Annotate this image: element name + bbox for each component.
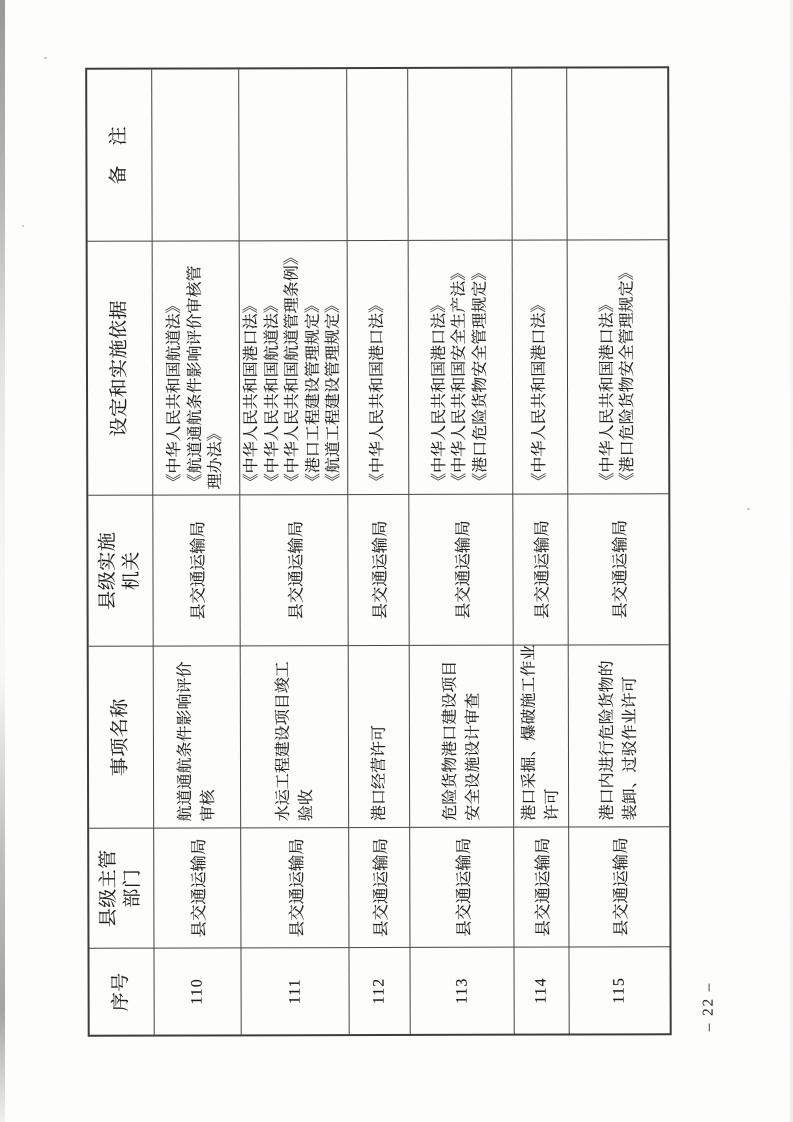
page-number: – 22 – <box>700 981 717 1032</box>
row-113-agency: 县交通运输局 <box>409 494 513 645</box>
header-serial: 序号 <box>89 948 154 1035</box>
row-110-agency: 县交通运输局 <box>153 494 240 645</box>
row-115-note <box>567 68 667 239</box>
row-113-item: 危险货物港口建设项目 安全设施设计审查 <box>410 645 514 827</box>
row-114-dept: 县交通运输局 <box>514 827 569 947</box>
row-110-note <box>152 69 239 240</box>
row-112-note <box>347 69 408 240</box>
scan-speck <box>747 508 750 510</box>
header-note: 备 注 <box>87 70 152 241</box>
header-basis: 设定和实施依据 <box>88 241 154 495</box>
row-115-serial: 115 <box>569 946 669 1033</box>
row-114-item: 港口采掘、爆破施工作业 许可 <box>514 645 569 827</box>
row-113-dept: 县交通运输局 <box>410 827 514 947</box>
header-item: 事项名称 <box>89 646 154 828</box>
row-115-agency: 县交通运输局 <box>568 493 668 644</box>
row-111-basis: 《中华人民共和国港口法》 《中华人民共和国航道法》 《中华人民共和国航道管理条例》 《港口工程建设管理规定》 《航道工程建设管理规定》 <box>240 240 349 494</box>
row-110-dept: 县交通运输局 <box>154 827 241 947</box>
row-112-basis: 《中华人民共和国港口法》 <box>348 240 410 494</box>
row-110-basis: 《中华人民共和国航道法》 《航道通航条件影响评价审核管 理办法》 <box>153 240 241 494</box>
row-110-serial: 110 <box>154 947 241 1034</box>
scan-speck <box>22 225 24 227</box>
row-113-note <box>408 69 512 240</box>
row-112-serial: 112 <box>349 947 410 1034</box>
row-114-agency: 县交通运输局 <box>513 494 568 645</box>
row-113-serial: 113 <box>410 947 514 1034</box>
row-114-basis: 《中华人民共和国港口法》 <box>513 240 569 494</box>
row-112-agency: 县交通运输局 <box>348 494 409 645</box>
row-114-note <box>512 69 567 240</box>
row-112-item: 港口经营许可 <box>349 645 410 827</box>
row-115-basis: 《中华人民共和国港口法》 《港口危险货物安全管理规定》 <box>568 239 669 493</box>
header-agency: 县级实施 机关 <box>88 495 153 646</box>
row-115-item: 港口内进行危险货物的 装卸、过驳作业许可 <box>569 644 669 826</box>
row-115-dept: 县交通运输局 <box>569 826 669 946</box>
row-111-agency: 县交通运输局 <box>240 494 348 645</box>
row-111-item: 水运工程建设项目竣工 验收 <box>241 645 349 827</box>
row-114-serial: 114 <box>514 947 569 1034</box>
scan-speck <box>44 57 47 59</box>
header-dept: 县级主管 部门 <box>89 828 154 948</box>
row-111-serial: 111 <box>241 947 349 1034</box>
row-110-item: 航道通航条件影响评价 审核 <box>154 645 241 827</box>
approval-items-table <box>85 66 672 1037</box>
row-111-note <box>239 69 347 240</box>
row-113-basis: 《中华人民共和国港口法》 《中华人民共和国安全生产法》 《港口危险货物安全管理规定》 <box>409 240 514 494</box>
row-112-dept: 县交通运输局 <box>349 827 410 947</box>
row-111-dept: 县交通运输局 <box>241 827 349 947</box>
